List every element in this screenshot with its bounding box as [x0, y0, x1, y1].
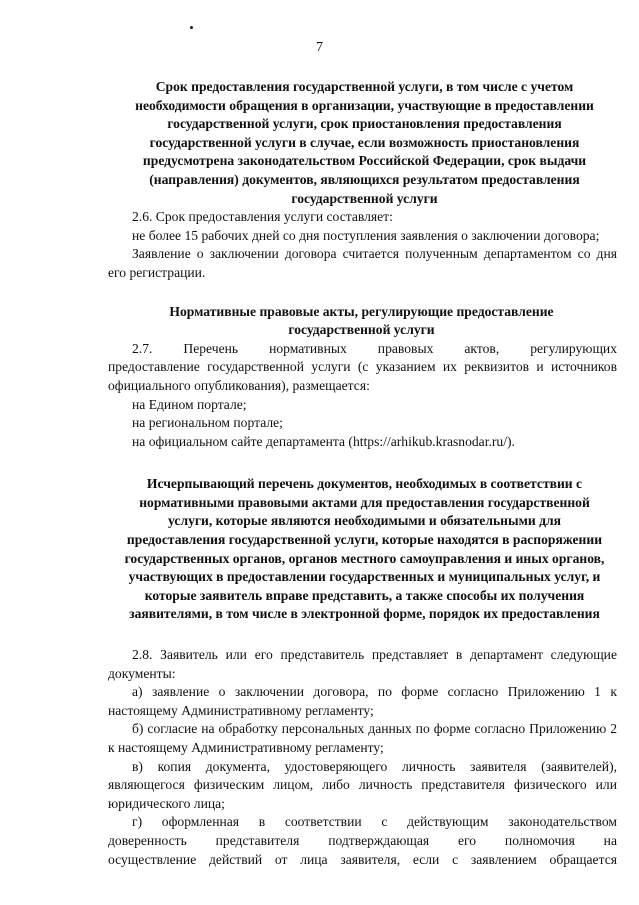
paragraph-2-7-rest: предоставление государственной услуги (с указанием их реквизитов и источников официального опубликования), размещается: [108, 359, 617, 393]
list-item-g-line3: осуществление действий от лица заявителя, если с заявлением обращается [108, 851, 617, 867]
scan-speck [190, 26, 193, 29]
list-item-v: в) копия документа, удостоверяющего личность заявителя (заявителей), являющегося физическим лицом, либо личность представителя физического или юридического лица; [108, 758, 617, 811]
section-heading-documents: Исчерпывающий перечень документов, необходимых в соответствии с нормативными правовыми актами для предоставления государственной услуги, которые являются необходимыми и обязательными для предоставления государственной услуги, которые находятся в распоряжении государственных органов, органов местного самоуправления и иных органов, участвующих в предоставлении государственных и муниципальных услуг, и которые заявитель вправе представить, а также способы их получения заявителями, в том числе в электронной форме, порядок их предоставления [124, 476, 605, 622]
list-item-a: а) заявление о заключении договора, по форме согласно Приложению 1 к настоящему Административному регламенту; [108, 684, 617, 718]
list-item-unified-portal: на Едином портале; [132, 396, 247, 412]
list-item-g-line1: г) оформленная в соответствии с действующим законодательством [132, 814, 617, 830]
list-item-b: б) согласие на обработку персональных данных по форме согласно Приложению 2 к настоящему Административному регламенту; [108, 721, 617, 755]
document-body [108, 78, 617, 869]
paragraph-2-8: 2.8. Заявитель или его представитель представляет в департамент следующие документы: [108, 647, 617, 681]
paragraph-2-6: 2.6. Срок предоставления услуги составляет: [132, 209, 393, 225]
paragraph-term-limit: не более 15 рабочих дней со дня поступления заявления о заключении договора; [132, 227, 600, 243]
section-heading-legal-acts: Нормативные правовые акты, регулирующие предоставление государственной услуги [169, 303, 554, 338]
section-heading-term: Срок предоставления государственной услуги, в том числе с учетом необходимости обращения в организации, участвующие в предоставлении государственной услуги, срок приостановления предоставления государственной услуги в случае, если возможность приостановления предусмотрена законодательством Российской Федерации, срок выдачи (направления) документов, являющихся результатом предоставления государственной услуги [135, 79, 594, 206]
paragraph-2-7-line1: 2.7. Перечень нормативных правовых актов, регулирующих [132, 340, 617, 356]
list-item-official-site: на официальном сайте департамента (https://arhikub.krasnodar.ru/). [132, 433, 515, 449]
list-item-g-line2: доверенность представителя подтверждающая его полномочия на [108, 832, 617, 848]
paragraph-registration: Заявление о заключении договора считается полученным департаментом со дня его регистрации. [108, 246, 617, 280]
page-number: 7 [316, 40, 323, 55]
list-item-regional-portal: на региональном портале; [132, 415, 283, 431]
